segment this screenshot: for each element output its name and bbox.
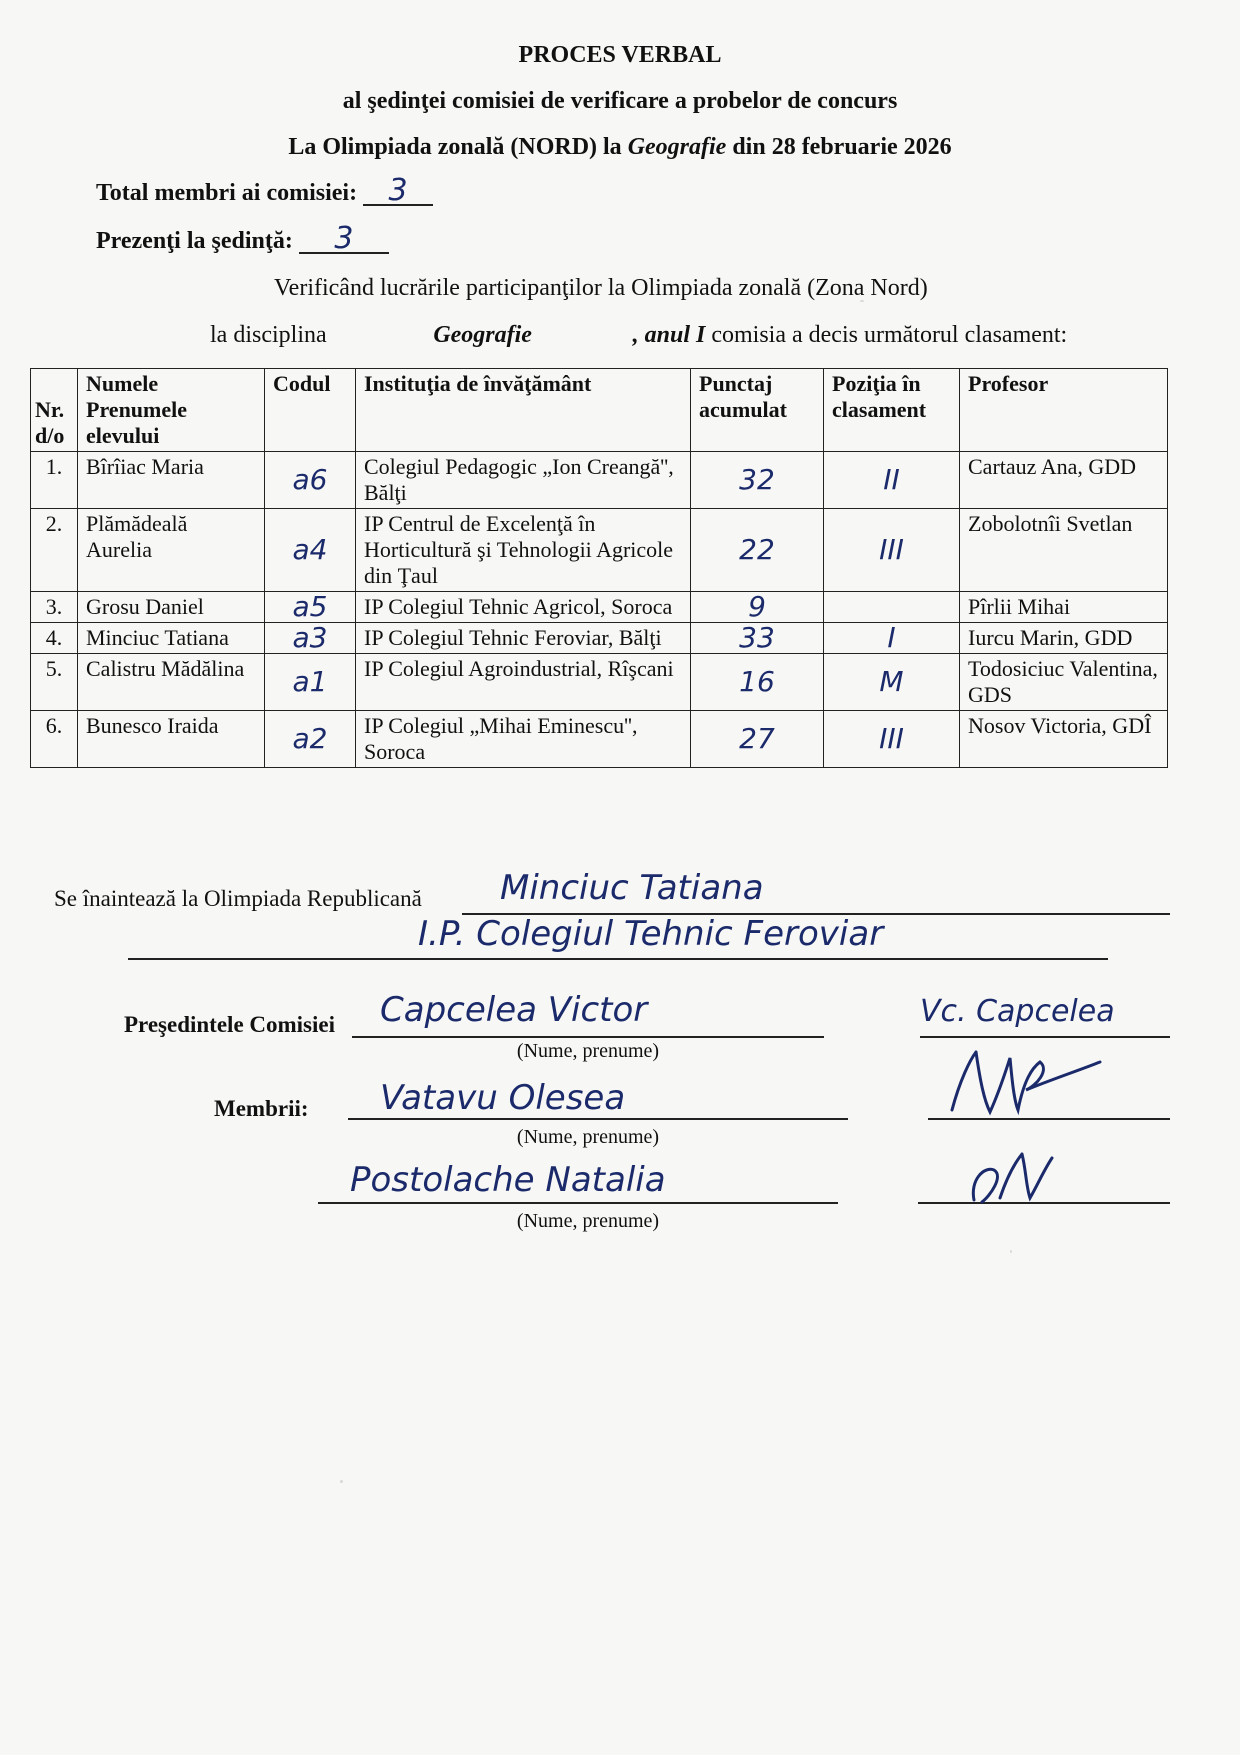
row-student: Plămădeală Aurelia	[78, 509, 265, 592]
president-signature-line	[920, 1036, 1170, 1038]
header-position: Poziţia în clasament	[824, 369, 960, 452]
row-student: Minciuc Tatiana	[78, 623, 265, 654]
row-code: a5	[265, 592, 356, 623]
discipline-line	[210, 322, 1067, 349]
row-nr: 4.	[31, 623, 78, 654]
row-institution: IP Colegiul Tehnic Feroviar, Bălţi	[356, 623, 691, 654]
president-signature: Vc. Capcelea	[920, 994, 1115, 1029]
row-position: M	[824, 654, 960, 711]
members-label: Membrii:	[214, 1096, 309, 1121]
row-teacher: Nosov Victoria, GDÎ	[960, 711, 1168, 768]
scan-speck	[1010, 1250, 1012, 1253]
row-teacher: Todosiciuc Valentina, GDS	[960, 654, 1168, 711]
intro-line: Verificând lucrările participanţilor la Olimpiada zonală (Zona Nord)	[274, 275, 928, 301]
total-members-label: Total membri ai comisiei:	[96, 180, 358, 206]
header-nr: Nr. d/o	[31, 369, 78, 452]
promotion-school-line	[128, 958, 1108, 960]
president-label: Preşedintele Comisiei	[124, 1012, 335, 1037]
row-teacher: Pîrlii Mihai	[960, 592, 1168, 623]
president-name: Capcelea Victor	[380, 990, 648, 1030]
document-subtitle: al şedinţei comisiei de verificare a probelor de concurs	[342, 88, 898, 114]
row-position: III	[824, 509, 960, 592]
olympiad-date: din 28 februarie 2026	[726, 134, 952, 160]
member2-signature	[960, 1140, 1070, 1210]
row-nr: 1.	[31, 452, 78, 509]
present-members-label: Prezenţi la şedinţă:	[96, 228, 293, 254]
row-teacher: Iurcu Marin, GDD	[960, 623, 1168, 654]
row-code: a1	[265, 654, 356, 711]
document-title: PROCES VERBAL	[518, 42, 722, 68]
row-position: I	[824, 623, 960, 654]
row-institution: Colegiul Pedagogic „Ion Creangă'', Bălţi	[356, 452, 691, 509]
row-nr: 6.	[31, 711, 78, 768]
row-student: Bîrîiac Maria	[78, 452, 265, 509]
row-student: Calistru Mădălina	[78, 654, 265, 711]
header-institution: Instituţia de învăţământ	[356, 369, 691, 452]
member1-name: Vatavu Olesea	[380, 1078, 626, 1118]
member1-caption: (Nume, prenume)	[516, 1126, 660, 1148]
row-student: Grosu Daniel	[78, 592, 265, 623]
olympiad-line	[0, 134, 1240, 161]
table-header-row	[31, 369, 1168, 452]
table-row	[31, 654, 1168, 711]
table-row	[31, 452, 1168, 509]
row-nr: 3.	[31, 592, 78, 623]
row-code: a4	[265, 509, 356, 592]
table-row	[31, 623, 1168, 654]
header-name: Numele Prenumele elevului	[78, 369, 265, 452]
olympiad-subject: Geografie	[627, 134, 727, 160]
row-points: 9	[691, 592, 824, 623]
member2-caption: (Nume, prenume)	[516, 1210, 660, 1232]
row-position: III	[824, 711, 960, 768]
header-teacher: Profesor	[960, 369, 1168, 452]
total-members-value: 3	[363, 178, 433, 206]
present-members-value: 3	[299, 226, 389, 254]
row-institution: IP Centrul de Excelenţă în Horticultură şi Tehnologii Agricole din Ţaul	[356, 509, 691, 592]
header-code: Codul	[265, 369, 356, 452]
row-teacher: Cartauz Ana, GDD	[960, 452, 1168, 509]
table-row	[31, 711, 1168, 768]
scan-speck	[340, 1480, 343, 1483]
olympiad-line-start: La Olimpiada zonală (NORD) la	[288, 134, 628, 160]
row-position: II	[824, 452, 960, 509]
president-caption: (Nume, prenume)	[516, 1040, 660, 1062]
promotion-student: Minciuc Tatiana	[500, 868, 764, 908]
row-points: 27	[691, 711, 824, 768]
promotion-label: Se înaintează la Olimpiada Republicană	[54, 886, 422, 911]
row-points: 32	[691, 452, 824, 509]
row-code: a6	[265, 452, 356, 509]
row-points: 33	[691, 623, 824, 654]
row-teacher: Zobolotnîi Svetlan	[960, 509, 1168, 592]
table-row	[31, 592, 1168, 623]
row-position	[824, 592, 960, 623]
present-members-row	[96, 221, 389, 256]
decision-text: comisia a decis următorul clasament:	[705, 322, 1068, 348]
row-points: 22	[691, 509, 824, 592]
header-points: Punctaj acumulat	[691, 369, 824, 452]
row-nr: 2.	[31, 509, 78, 592]
discipline-value: Geografie	[433, 322, 532, 348]
row-points: 16	[691, 654, 824, 711]
row-institution: IP Colegiul Agroindustrial, Rîşcani	[356, 654, 691, 711]
study-year: , anul I	[632, 322, 706, 348]
row-code: a2	[265, 711, 356, 768]
row-nr: 5.	[31, 654, 78, 711]
row-student: Bunesco Iraida	[78, 711, 265, 768]
total-members-row	[96, 173, 433, 208]
member1-signature	[940, 1040, 1110, 1120]
member1-name-line	[348, 1118, 848, 1120]
row-code: a3	[265, 623, 356, 654]
member2-name-line	[318, 1202, 838, 1204]
president-name-line	[352, 1036, 824, 1038]
table-row	[31, 509, 1168, 592]
ranking-table	[30, 368, 1168, 768]
row-institution: IP Colegiul „Mihai Eminescu'', Soroca	[356, 711, 691, 768]
member2-name: Postolache Natalia	[350, 1160, 666, 1200]
discipline-label: la disciplina	[210, 322, 327, 348]
promotion-school: I.P. Colegiul Tehnic Feroviar	[418, 914, 884, 954]
row-institution: IP Colegiul Tehnic Agricol, Soroca	[356, 592, 691, 623]
